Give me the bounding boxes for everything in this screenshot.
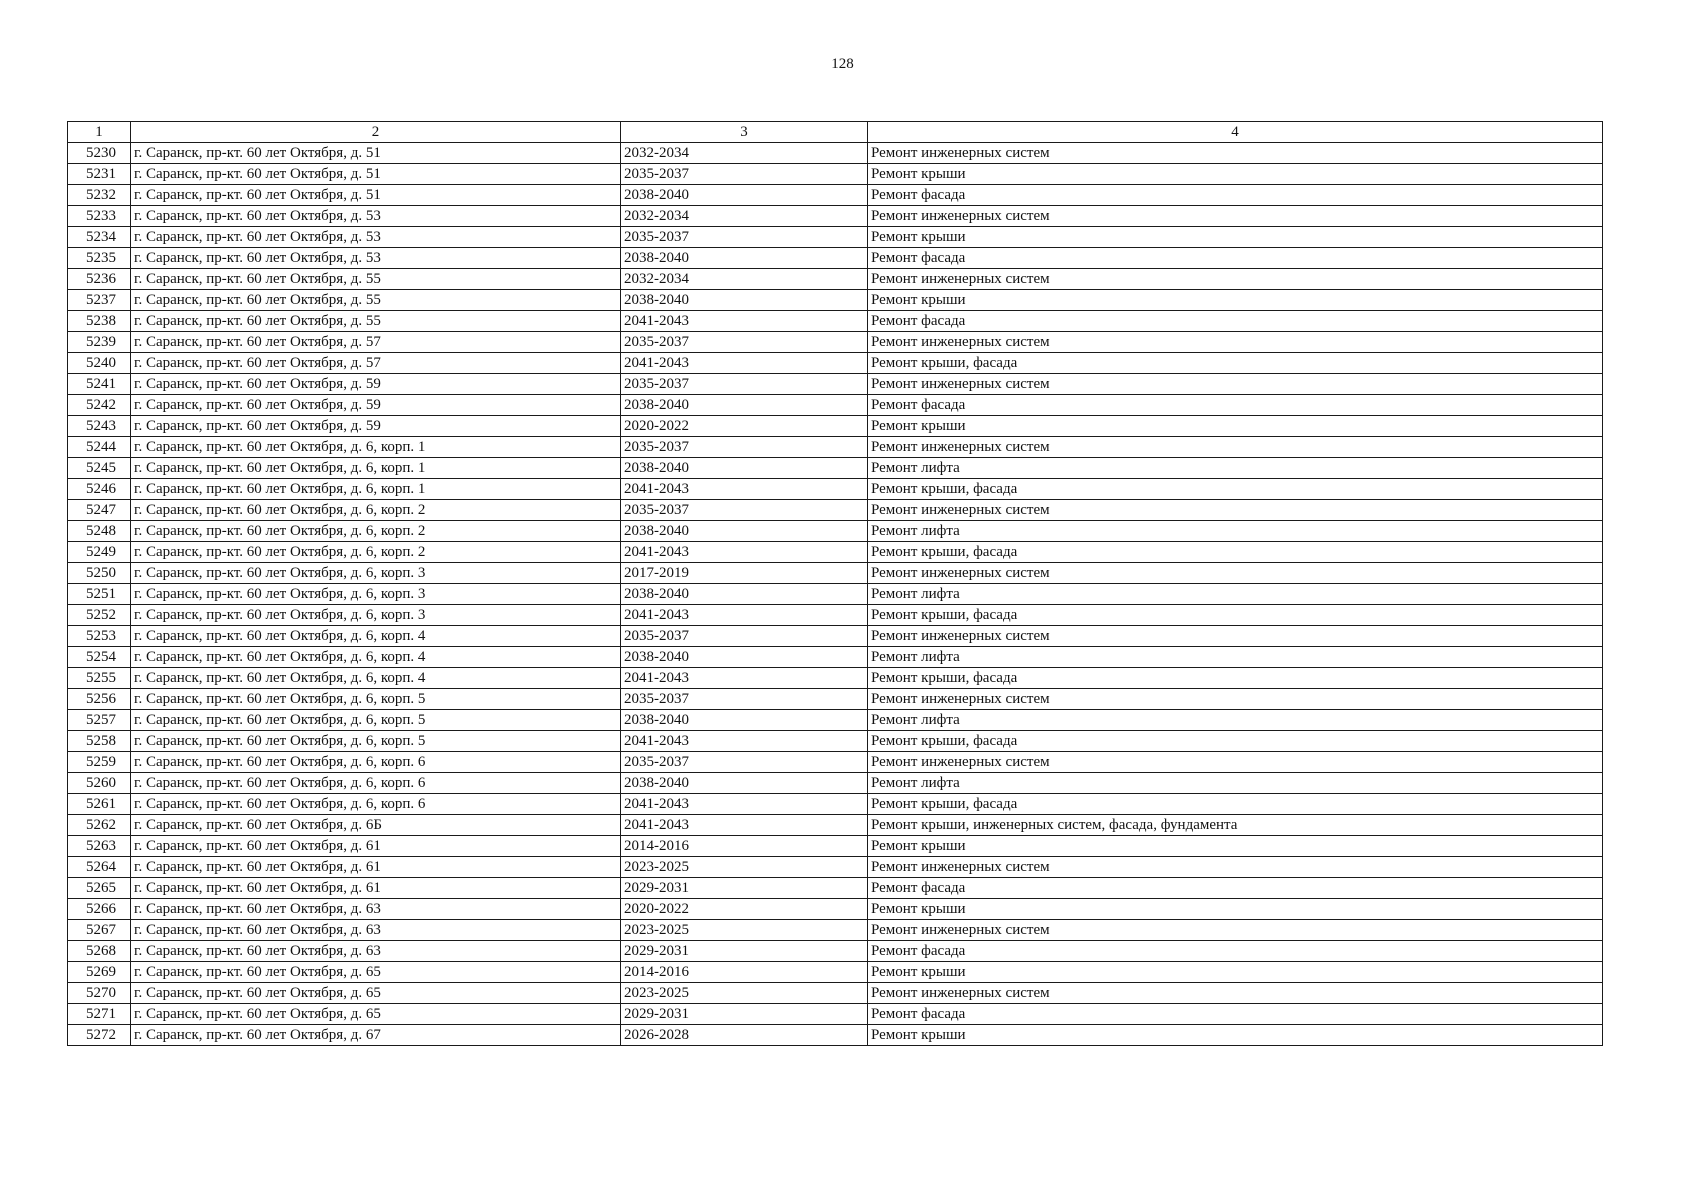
table-row bbox=[68, 710, 1603, 731]
period-cell: 2035-2037 bbox=[621, 227, 868, 248]
table-row bbox=[68, 206, 1603, 227]
period-cell: 2014-2016 bbox=[621, 836, 868, 857]
address-cell: г. Саранск, пр-кт. 60 лет Октября, д. 65 bbox=[131, 983, 621, 1004]
table-row bbox=[68, 416, 1603, 437]
row-number-cell: 5244 bbox=[68, 437, 131, 458]
table-row bbox=[68, 185, 1603, 206]
address-cell: г. Саранск, пр-кт. 60 лет Октября, д. 61 bbox=[131, 857, 621, 878]
column-header-4: 4 bbox=[868, 122, 1603, 143]
row-number-cell: 5258 bbox=[68, 731, 131, 752]
address-cell: г. Саранск, пр-кт. 60 лет Октября, д. 6, корп. 3 bbox=[131, 605, 621, 626]
row-number-cell: 5238 bbox=[68, 311, 131, 332]
work-type-cell: Ремонт фасада bbox=[868, 185, 1603, 206]
address-cell: г. Саранск, пр-кт. 60 лет Октября, д. 6, корп. 1 bbox=[131, 479, 621, 500]
work-type-cell: Ремонт инженерных систем bbox=[868, 143, 1603, 164]
period-cell: 2014-2016 bbox=[621, 962, 868, 983]
address-cell: г. Саранск, пр-кт. 60 лет Октября, д. 59 bbox=[131, 374, 621, 395]
table-row bbox=[68, 563, 1603, 584]
work-type-cell: Ремонт фасада bbox=[868, 395, 1603, 416]
work-type-cell: Ремонт лифта bbox=[868, 521, 1603, 542]
row-number-cell: 5269 bbox=[68, 962, 131, 983]
work-type-cell: Ремонт инженерных систем bbox=[868, 983, 1603, 1004]
work-type-cell: Ремонт фасада bbox=[868, 311, 1603, 332]
period-cell: 2032-2034 bbox=[621, 143, 868, 164]
address-cell: г. Саранск, пр-кт. 60 лет Октября, д. 61 bbox=[131, 836, 621, 857]
table-row bbox=[68, 521, 1603, 542]
work-type-cell: Ремонт фасада bbox=[868, 1004, 1603, 1025]
work-type-cell: Ремонт крыши bbox=[868, 1025, 1603, 1046]
row-number-cell: 5248 bbox=[68, 521, 131, 542]
row-number-cell: 5237 bbox=[68, 290, 131, 311]
address-cell: г. Саранск, пр-кт. 60 лет Октября, д. 51 bbox=[131, 164, 621, 185]
row-number-cell: 5240 bbox=[68, 353, 131, 374]
row-number-cell: 5272 bbox=[68, 1025, 131, 1046]
work-type-cell: Ремонт инженерных систем bbox=[868, 563, 1603, 584]
row-number-cell: 5232 bbox=[68, 185, 131, 206]
address-cell: г. Саранск, пр-кт. 60 лет Октября, д. 63 bbox=[131, 920, 621, 941]
table-row bbox=[68, 731, 1603, 752]
table-row bbox=[68, 458, 1603, 479]
column-header-3: 3 bbox=[621, 122, 868, 143]
row-number-cell: 5264 bbox=[68, 857, 131, 878]
column-header-2: 2 bbox=[131, 122, 621, 143]
table-header-row bbox=[68, 122, 1603, 143]
period-cell: 2023-2025 bbox=[621, 857, 868, 878]
work-type-cell: Ремонт инженерных систем bbox=[868, 752, 1603, 773]
row-number-cell: 5262 bbox=[68, 815, 131, 836]
page-number: 128 bbox=[831, 56, 854, 72]
table-row bbox=[68, 332, 1603, 353]
work-type-cell: Ремонт крыши, фасада bbox=[868, 479, 1603, 500]
table-row bbox=[68, 353, 1603, 374]
table-row bbox=[68, 374, 1603, 395]
work-type-cell: Ремонт фасада bbox=[868, 248, 1603, 269]
table-row bbox=[68, 920, 1603, 941]
table-row bbox=[68, 668, 1603, 689]
address-cell: г. Саранск, пр-кт. 60 лет Октября, д. 6, корп. 1 bbox=[131, 458, 621, 479]
address-cell: г. Саранск, пр-кт. 60 лет Октября, д. 53 bbox=[131, 248, 621, 269]
table-row bbox=[68, 647, 1603, 668]
row-number-cell: 5245 bbox=[68, 458, 131, 479]
address-cell: г. Саранск, пр-кт. 60 лет Октября, д. 6, корп. 3 bbox=[131, 563, 621, 584]
address-cell: г. Саранск, пр-кт. 60 лет Октября, д. 57 bbox=[131, 353, 621, 374]
table-body bbox=[68, 143, 1603, 1046]
period-cell: 2038-2040 bbox=[621, 773, 868, 794]
address-cell: г. Саранск, пр-кт. 60 лет Октября, д. 51 bbox=[131, 143, 621, 164]
table-row bbox=[68, 164, 1603, 185]
period-cell: 2023-2025 bbox=[621, 983, 868, 1004]
table-row bbox=[68, 311, 1603, 332]
period-cell: 2038-2040 bbox=[621, 647, 868, 668]
address-cell: г. Саранск, пр-кт. 60 лет Октября, д. 6, корп. 5 bbox=[131, 689, 621, 710]
work-type-cell: Ремонт крыши, фасада bbox=[868, 668, 1603, 689]
address-cell: г. Саранск, пр-кт. 60 лет Октября, д. 6, корп. 3 bbox=[131, 584, 621, 605]
work-type-cell: Ремонт крыши, фасада bbox=[868, 353, 1603, 374]
period-cell: 2035-2037 bbox=[621, 752, 868, 773]
work-type-cell: Ремонт лифта bbox=[868, 710, 1603, 731]
row-number-cell: 5255 bbox=[68, 668, 131, 689]
period-cell: 2029-2031 bbox=[621, 941, 868, 962]
row-number-cell: 5241 bbox=[68, 374, 131, 395]
address-cell: г. Саранск, пр-кт. 60 лет Октября, д. 63 bbox=[131, 941, 621, 962]
work-type-cell: Ремонт инженерных систем bbox=[868, 332, 1603, 353]
period-cell: 2035-2037 bbox=[621, 332, 868, 353]
table-row bbox=[68, 500, 1603, 521]
row-number-cell: 5252 bbox=[68, 605, 131, 626]
row-number-cell: 5243 bbox=[68, 416, 131, 437]
address-cell: г. Саранск, пр-кт. 60 лет Октября, д. 53 bbox=[131, 206, 621, 227]
table-row bbox=[68, 479, 1603, 500]
period-cell: 2032-2034 bbox=[621, 206, 868, 227]
period-cell: 2038-2040 bbox=[621, 395, 868, 416]
period-cell: 2041-2043 bbox=[621, 311, 868, 332]
row-number-cell: 5268 bbox=[68, 941, 131, 962]
table-row bbox=[68, 962, 1603, 983]
row-number-cell: 5254 bbox=[68, 647, 131, 668]
address-cell: г. Саранск, пр-кт. 60 лет Октября, д. 6, корп. 6 bbox=[131, 773, 621, 794]
period-cell: 2035-2037 bbox=[621, 374, 868, 395]
period-cell: 2038-2040 bbox=[621, 458, 868, 479]
work-type-cell: Ремонт крыши bbox=[868, 836, 1603, 857]
address-cell: г. Саранск, пр-кт. 60 лет Октября, д. 65 bbox=[131, 962, 621, 983]
period-cell: 2020-2022 bbox=[621, 416, 868, 437]
row-number-cell: 5271 bbox=[68, 1004, 131, 1025]
row-number-cell: 5239 bbox=[68, 332, 131, 353]
work-type-cell: Ремонт инженерных систем bbox=[868, 500, 1603, 521]
repair-schedule-table bbox=[67, 121, 1603, 1046]
row-number-cell: 5270 bbox=[68, 983, 131, 1004]
table-row bbox=[68, 626, 1603, 647]
work-type-cell: Ремонт инженерных систем bbox=[868, 920, 1603, 941]
row-number-cell: 5263 bbox=[68, 836, 131, 857]
period-cell: 2041-2043 bbox=[621, 668, 868, 689]
period-cell: 2038-2040 bbox=[621, 584, 868, 605]
row-number-cell: 5233 bbox=[68, 206, 131, 227]
period-cell: 2041-2043 bbox=[621, 815, 868, 836]
address-cell: г. Саранск, пр-кт. 60 лет Октября, д. 6, корп. 2 bbox=[131, 521, 621, 542]
work-type-cell: Ремонт крыши, фасада bbox=[868, 794, 1603, 815]
period-cell: 2032-2034 bbox=[621, 269, 868, 290]
period-cell: 2041-2043 bbox=[621, 542, 868, 563]
work-type-cell: Ремонт крыши bbox=[868, 290, 1603, 311]
address-cell: г. Саранск, пр-кт. 60 лет Октября, д. 61 bbox=[131, 878, 621, 899]
table-row bbox=[68, 248, 1603, 269]
table-row bbox=[68, 290, 1603, 311]
row-number-cell: 5249 bbox=[68, 542, 131, 563]
period-cell: 2035-2037 bbox=[621, 437, 868, 458]
work-type-cell: Ремонт крыши, фасада bbox=[868, 605, 1603, 626]
address-cell: г. Саранск, пр-кт. 60 лет Октября, д. 59 bbox=[131, 416, 621, 437]
work-type-cell: Ремонт лифта bbox=[868, 458, 1603, 479]
row-number-cell: 5251 bbox=[68, 584, 131, 605]
table-row bbox=[68, 815, 1603, 836]
work-type-cell: Ремонт лифта bbox=[868, 584, 1603, 605]
table-row bbox=[68, 542, 1603, 563]
work-type-cell: Ремонт крыши, фасада bbox=[868, 542, 1603, 563]
period-cell: 2041-2043 bbox=[621, 794, 868, 815]
column-header-1: 1 bbox=[68, 122, 131, 143]
period-cell: 2038-2040 bbox=[621, 521, 868, 542]
period-cell: 2041-2043 bbox=[621, 479, 868, 500]
address-cell: г. Саранск, пр-кт. 60 лет Октября, д. 6, корп. 4 bbox=[131, 647, 621, 668]
period-cell: 2038-2040 bbox=[621, 290, 868, 311]
period-cell: 2017-2019 bbox=[621, 563, 868, 584]
table-row bbox=[68, 689, 1603, 710]
row-number-cell: 5230 bbox=[68, 143, 131, 164]
address-cell: г. Саранск, пр-кт. 60 лет Октября, д. 67 bbox=[131, 1025, 621, 1046]
work-type-cell: Ремонт инженерных систем bbox=[868, 269, 1603, 290]
period-cell: 2029-2031 bbox=[621, 878, 868, 899]
row-number-cell: 5234 bbox=[68, 227, 131, 248]
address-cell: г. Саранск, пр-кт. 60 лет Октября, д. 6, корп. 4 bbox=[131, 668, 621, 689]
table-row bbox=[68, 836, 1603, 857]
table-row bbox=[68, 227, 1603, 248]
period-cell: 2023-2025 bbox=[621, 920, 868, 941]
address-cell: г. Саранск, пр-кт. 60 лет Октября, д. 51 bbox=[131, 185, 621, 206]
row-number-cell: 5259 bbox=[68, 752, 131, 773]
table-row bbox=[68, 794, 1603, 815]
period-cell: 2029-2031 bbox=[621, 1004, 868, 1025]
work-type-cell: Ремонт крыши bbox=[868, 416, 1603, 437]
work-type-cell: Ремонт фасада bbox=[868, 941, 1603, 962]
work-type-cell: Ремонт фасада bbox=[868, 878, 1603, 899]
row-number-cell: 5235 bbox=[68, 248, 131, 269]
period-cell: 2038-2040 bbox=[621, 185, 868, 206]
work-type-cell: Ремонт лифта bbox=[868, 773, 1603, 794]
table-row bbox=[68, 1025, 1603, 1046]
row-number-cell: 5247 bbox=[68, 500, 131, 521]
period-cell: 2038-2040 bbox=[621, 710, 868, 731]
row-number-cell: 5246 bbox=[68, 479, 131, 500]
work-type-cell: Ремонт крыши bbox=[868, 899, 1603, 920]
row-number-cell: 5265 bbox=[68, 878, 131, 899]
table-row bbox=[68, 143, 1603, 164]
period-cell: 2035-2037 bbox=[621, 626, 868, 647]
address-cell: г. Саранск, пр-кт. 60 лет Октября, д. 57 bbox=[131, 332, 621, 353]
address-cell: г. Саранск, пр-кт. 60 лет Октября, д. 6, корп. 2 bbox=[131, 542, 621, 563]
address-cell: г. Саранск, пр-кт. 60 лет Октября, д. 6, корп. 5 bbox=[131, 731, 621, 752]
row-number-cell: 5256 bbox=[68, 689, 131, 710]
table-row bbox=[68, 269, 1603, 290]
address-cell: г. Саранск, пр-кт. 60 лет Октября, д. 6Б bbox=[131, 815, 621, 836]
row-number-cell: 5236 bbox=[68, 269, 131, 290]
work-type-cell: Ремонт инженерных систем bbox=[868, 626, 1603, 647]
work-type-cell: Ремонт лифта bbox=[868, 647, 1603, 668]
table-row bbox=[68, 605, 1603, 626]
period-cell: 2041-2043 bbox=[621, 605, 868, 626]
table-row bbox=[68, 878, 1603, 899]
row-number-cell: 5257 bbox=[68, 710, 131, 731]
work-type-cell: Ремонт инженерных систем bbox=[868, 857, 1603, 878]
table-row bbox=[68, 857, 1603, 878]
work-type-cell: Ремонт крыши bbox=[868, 164, 1603, 185]
table-row bbox=[68, 899, 1603, 920]
address-cell: г. Саранск, пр-кт. 60 лет Октября, д. 6, корп. 5 bbox=[131, 710, 621, 731]
row-number-cell: 5261 bbox=[68, 794, 131, 815]
row-number-cell: 5242 bbox=[68, 395, 131, 416]
work-type-cell: Ремонт крыши, инженерных систем, фасада, фундамента bbox=[868, 815, 1603, 836]
row-number-cell: 5253 bbox=[68, 626, 131, 647]
address-cell: г. Саранск, пр-кт. 60 лет Октября, д. 55 bbox=[131, 290, 621, 311]
work-type-cell: Ремонт инженерных систем bbox=[868, 374, 1603, 395]
work-type-cell: Ремонт инженерных систем bbox=[868, 206, 1603, 227]
table-row bbox=[68, 941, 1603, 962]
table-row bbox=[68, 983, 1603, 1004]
work-type-cell: Ремонт инженерных систем bbox=[868, 437, 1603, 458]
period-cell: 2035-2037 bbox=[621, 164, 868, 185]
address-cell: г. Саранск, пр-кт. 60 лет Октября, д. 55 bbox=[131, 311, 621, 332]
table-row bbox=[68, 395, 1603, 416]
address-cell: г. Саранск, пр-кт. 60 лет Октября, д. 55 bbox=[131, 269, 621, 290]
address-cell: г. Саранск, пр-кт. 60 лет Октября, д. 6, корп. 1 bbox=[131, 437, 621, 458]
address-cell: г. Саранск, пр-кт. 60 лет Октября, д. 6, корп. 2 bbox=[131, 500, 621, 521]
row-number-cell: 5260 bbox=[68, 773, 131, 794]
address-cell: г. Саранск, пр-кт. 60 лет Октября, д. 63 bbox=[131, 899, 621, 920]
period-cell: 2026-2028 bbox=[621, 1025, 868, 1046]
table-row bbox=[68, 437, 1603, 458]
address-cell: г. Саранск, пр-кт. 60 лет Октября, д. 65 bbox=[131, 1004, 621, 1025]
period-cell: 2041-2043 bbox=[621, 353, 868, 374]
row-number-cell: 5250 bbox=[68, 563, 131, 584]
work-type-cell: Ремонт крыши, фасада bbox=[868, 731, 1603, 752]
period-cell: 2035-2037 bbox=[621, 500, 868, 521]
address-cell: г. Саранск, пр-кт. 60 лет Октября, д. 6, корп. 6 bbox=[131, 752, 621, 773]
period-cell: 2020-2022 bbox=[621, 899, 868, 920]
row-number-cell: 5267 bbox=[68, 920, 131, 941]
table-row bbox=[68, 773, 1603, 794]
work-type-cell: Ремонт инженерных систем bbox=[868, 689, 1603, 710]
address-cell: г. Саранск, пр-кт. 60 лет Октября, д. 6, корп. 6 bbox=[131, 794, 621, 815]
period-cell: 2041-2043 bbox=[621, 731, 868, 752]
period-cell: 2035-2037 bbox=[621, 689, 868, 710]
row-number-cell: 5231 bbox=[68, 164, 131, 185]
work-type-cell: Ремонт крыши bbox=[868, 962, 1603, 983]
period-cell: 2038-2040 bbox=[621, 248, 868, 269]
address-cell: г. Саранск, пр-кт. 60 лет Октября, д. 6, корп. 4 bbox=[131, 626, 621, 647]
address-cell: г. Саранск, пр-кт. 60 лет Октября, д. 53 bbox=[131, 227, 621, 248]
address-cell: г. Саранск, пр-кт. 60 лет Октября, д. 59 bbox=[131, 395, 621, 416]
work-type-cell: Ремонт крыши bbox=[868, 227, 1603, 248]
table-row bbox=[68, 752, 1603, 773]
row-number-cell: 5266 bbox=[68, 899, 131, 920]
table-row bbox=[68, 1004, 1603, 1025]
table-row bbox=[68, 584, 1603, 605]
